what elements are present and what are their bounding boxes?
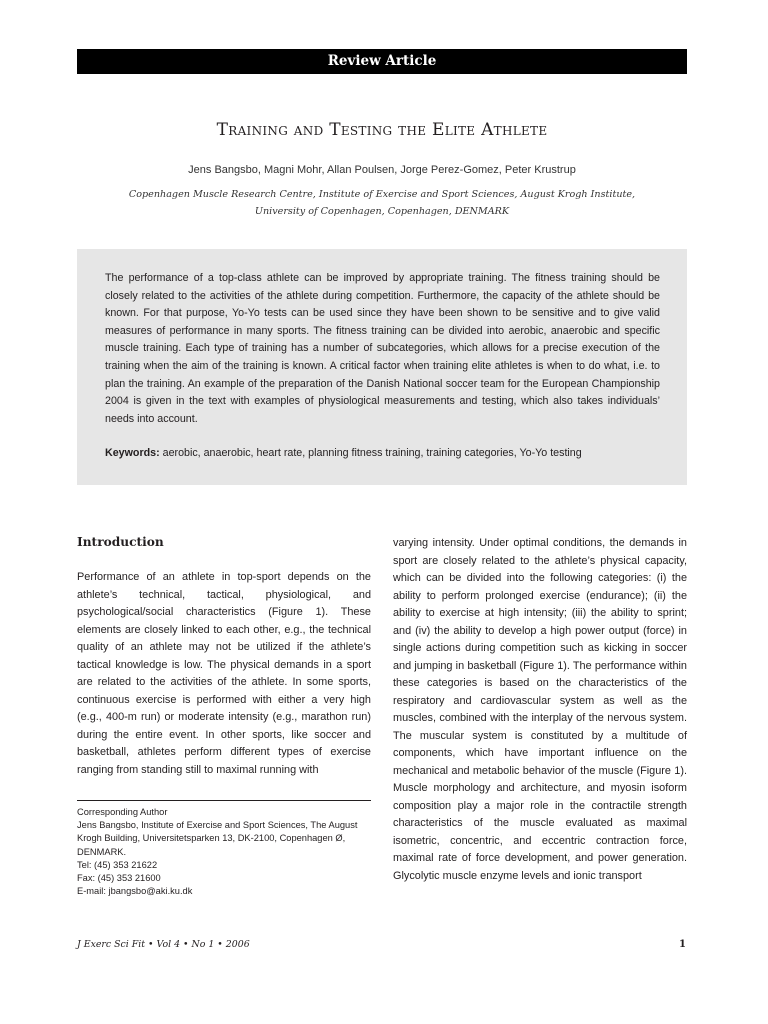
page-number: 1 <box>679 939 686 950</box>
keywords-list: aerobic, anaerobic, heart rate, planning fitness training, training categories, Yo-Yo testing <box>162 447 582 460</box>
footnote-divider <box>77 800 371 801</box>
author-list: Jens Bangsbo, Magni Mohr, Allan Poulsen, Jorge Perez-Gomez, Peter Krustrup <box>188 164 576 176</box>
keywords-line <box>105 445 660 463</box>
corresponding-author-fax: Fax: (45) 353 21600 <box>77 873 161 884</box>
right-column <box>393 535 687 885</box>
affiliation-line-2: University of Copenhagen, Copenhagen, DENMARK <box>254 206 510 217</box>
abstract-text: The performance of a top-class athlete can be improved by appropriate training. The fitness training should be closely related to the activities of the athlete during competition. Furthermore, the capacity of the athlete should be known. For that purpose, Yo-Yo tests can be used since they have been shown to be sensitive and to give valid measures of performance in many sports. The fitness training can be divided into aerobic, anaerobic and specific muscle training. Each type of training has a number of subcategories, which allows for a precise execution of the training when the aim of the training is known. A critical factor when training elite athletes is when to do what, i.e. to plan the training. An example of the preparation of the Danish National soccer team for the European Championship 2004 is given in the text with examples of physiological measurements and testing, which also takes individuals’ needs into account. <box>105 272 660 425</box>
article-type-banner <box>77 49 687 74</box>
introduction-text-right: varying intensity. Under optimal conditions, the demands in sport are closely related to the athlete’s physical capacity, which can be divided into the following categories: (i) the ability to perform prolonged exercise (endurance); (ii) the ability to exercise at high intensity; (iii) the ability to sprint; and (iv) the ability to develop a high power output (force) in single actions during competition such as kicking in soccer and jumping in basketball (Figure 1). The performance within these categories is based on the characteristics of the respiratory and cardiovascular system as well as the muscles, combined with the interplay of the nervous system. The muscular system is constituted by a multitude of components, which have important influence on the mechanical and metabolic behavior of the muscle (Figure 1). Muscle morphology and architecture, and myosin isoform composition play a major role in the contractile strength characteristics of the muscle evaluated as maximal isometric, concentric, and eccentric contraction force, maximal rate of force development, and power generation. Glycolytic muscle enzyme levels and ionic transport <box>393 537 687 882</box>
affiliation-line-1: Copenhagen Muscle Research Centre, Institute of Exercise and Sport Sciences, August Krogh Institute, <box>128 189 636 200</box>
introduction-heading: Introduction <box>77 535 164 549</box>
article-title: Training and Testing the Elite Athlete <box>216 120 548 140</box>
corresponding-author-address: Jens Bangsbo, Institute of Exercise and Sport Sciences, The August Krogh Building, Universitetsparken 13, DK-2100, Copenhagen Ø, DENMARK. <box>77 820 358 857</box>
journal-citation: J Exerc Sci Fit • Vol 4 • No 1 • 2006 <box>77 939 250 950</box>
left-column <box>77 535 371 779</box>
corresponding-author-tel: Tel: (45) 353 21622 <box>77 859 158 870</box>
article-type-label: Review Article <box>327 53 437 69</box>
corresponding-author-email: E-mail: jbangsbo@aki.ku.dk <box>77 886 193 897</box>
abstract-box <box>77 249 687 485</box>
introduction-text-left: Performance of an athlete in top-sport depends on the athlete’s technical, tactical, physiological, and psychological/social characteristics (Figure 1). These elements are closely linked to each other, e.g., the technical quality of an athlete may not be utilized if the athlete’s tactical knowledge is low. The physical demands in a sport are related to the activities of the athlete. In some sports, continuous exercise is performed with either a very high (e.g., 400-m run) or moderate intensity (e.g., marathon run) during the entire event. In other sports, like soccer and basketball, athletes perform different types of exercise ranging from standing still to maximal running with <box>77 571 371 776</box>
keywords-label: Keywords: <box>105 447 160 460</box>
corresponding-author-block <box>77 806 371 898</box>
corresponding-author-label: Corresponding Author <box>77 807 168 817</box>
author-affiliation <box>77 186 687 220</box>
